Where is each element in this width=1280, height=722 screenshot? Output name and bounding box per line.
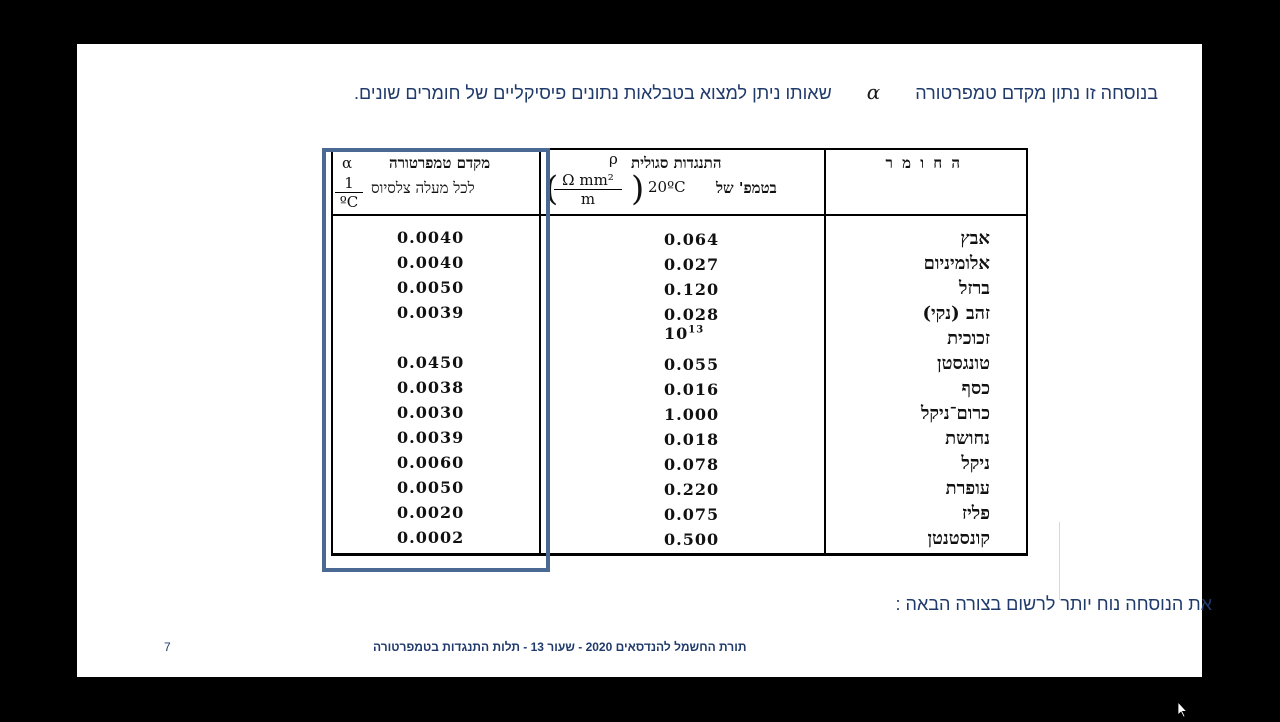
rho-cell: 0.016 [664, 380, 720, 399]
alpha-cell: 0.0050 [397, 478, 465, 497]
rho-exponent: 13 [688, 324, 705, 336]
header-rho-temp: בטמפ' של [716, 179, 777, 197]
paren-right: ) [631, 169, 645, 209]
rho-cell: 1.000 [664, 405, 720, 424]
material-cell: זכוכית [947, 328, 990, 349]
alpha-cell: 0.0002 [397, 528, 465, 547]
alpha-cell: 0.0040 [397, 253, 465, 272]
alpha-cell: 0.0020 [397, 503, 465, 522]
material-cell: אבץ [960, 228, 990, 249]
alpha-cell: 0.0039 [397, 428, 465, 447]
alpha-cell: 0.0038 [397, 378, 465, 397]
alpha-cell: 0.0050 [397, 278, 465, 297]
rho-cell: 0.075 [664, 505, 720, 524]
rho-unit-fraction [554, 171, 622, 208]
rho-cell: 0.064 [664, 230, 720, 249]
header-alpha-title: מקדם טמפרטורה [389, 154, 491, 172]
material-cell: כסף [961, 378, 990, 399]
footer-text: תורת החשמל להנדסאים 2020 - שעור 13 - תלות התנגדות בטמפרטורה [373, 640, 747, 654]
rho-cell: 0.018 [664, 430, 720, 449]
mouse-pointer-icon [1178, 702, 1188, 722]
rho-cell: 0.027 [664, 255, 720, 274]
alpha-cell: 0.0060 [397, 453, 465, 472]
header-alpha-symbol: α [342, 154, 353, 172]
rho-cell: 0.078 [664, 455, 720, 474]
material-cell: קונסטנטן [927, 528, 990, 549]
alpha-cell: 0.0450 [397, 353, 465, 372]
header-alpha-sub: לכל מעלה צלסיוס [371, 179, 475, 197]
header-rho-title: התנגדות סגולית [631, 154, 722, 172]
rho-cell: 0.500 [664, 530, 720, 549]
material-cell: ברזל [959, 278, 990, 299]
header-rho-temp-value: 20ºC [648, 178, 686, 196]
material-cell: טונגסטן [937, 353, 990, 374]
material-cell: כרום־ניקל [921, 403, 990, 424]
material-cell: פליז [962, 503, 990, 524]
decorative-divider [1059, 522, 1060, 600]
alpha-column-highlight [322, 148, 550, 572]
rho-base: 10 [664, 324, 689, 343]
intro-part2: שאותו ניתן למצוא בטבלאות נתונים פיסיקליים של חומרים שונים. [354, 83, 832, 103]
page-number: 7 [164, 640, 171, 654]
alpha-cell: 0.0039 [397, 303, 465, 322]
alpha-cell: 0.0040 [397, 228, 465, 247]
intro-part1: בנוסחה זו נתון מקדם טמפרטורה [915, 83, 1158, 103]
alpha-unit-denominator: ºC [339, 193, 359, 211]
rho-cell [664, 324, 704, 343]
rho-cell: 0.120 [664, 280, 720, 299]
material-cell: זהב (נקי) [922, 303, 990, 324]
material-cell: אלומיניום [923, 253, 990, 274]
material-cell: ניקל [961, 453, 990, 474]
header-material: ה ח ו מ ר [885, 154, 962, 172]
rho-cell: 0.055 [664, 355, 720, 374]
rho-cell: 0.220 [664, 480, 720, 499]
rho-unit-denominator: m [580, 190, 596, 208]
alpha-symbol: α [866, 80, 881, 104]
rho-cell: 0.028 [664, 305, 720, 324]
conclusion-text: את הנוסחה נוח יותר לרשום בצורה הבאה : [895, 594, 1212, 614]
rho-unit-numerator: Ω mm² [554, 171, 622, 190]
intro-text [258, 80, 1158, 104]
paren-left: ( [545, 169, 559, 209]
header-rho-symbol: ρ [609, 150, 618, 168]
alpha-unit-numerator: 1 [335, 174, 363, 193]
alpha-cell: 0.0030 [397, 403, 465, 422]
material-cell: עופרת [945, 478, 990, 499]
material-cell: נחושת [945, 428, 990, 449]
